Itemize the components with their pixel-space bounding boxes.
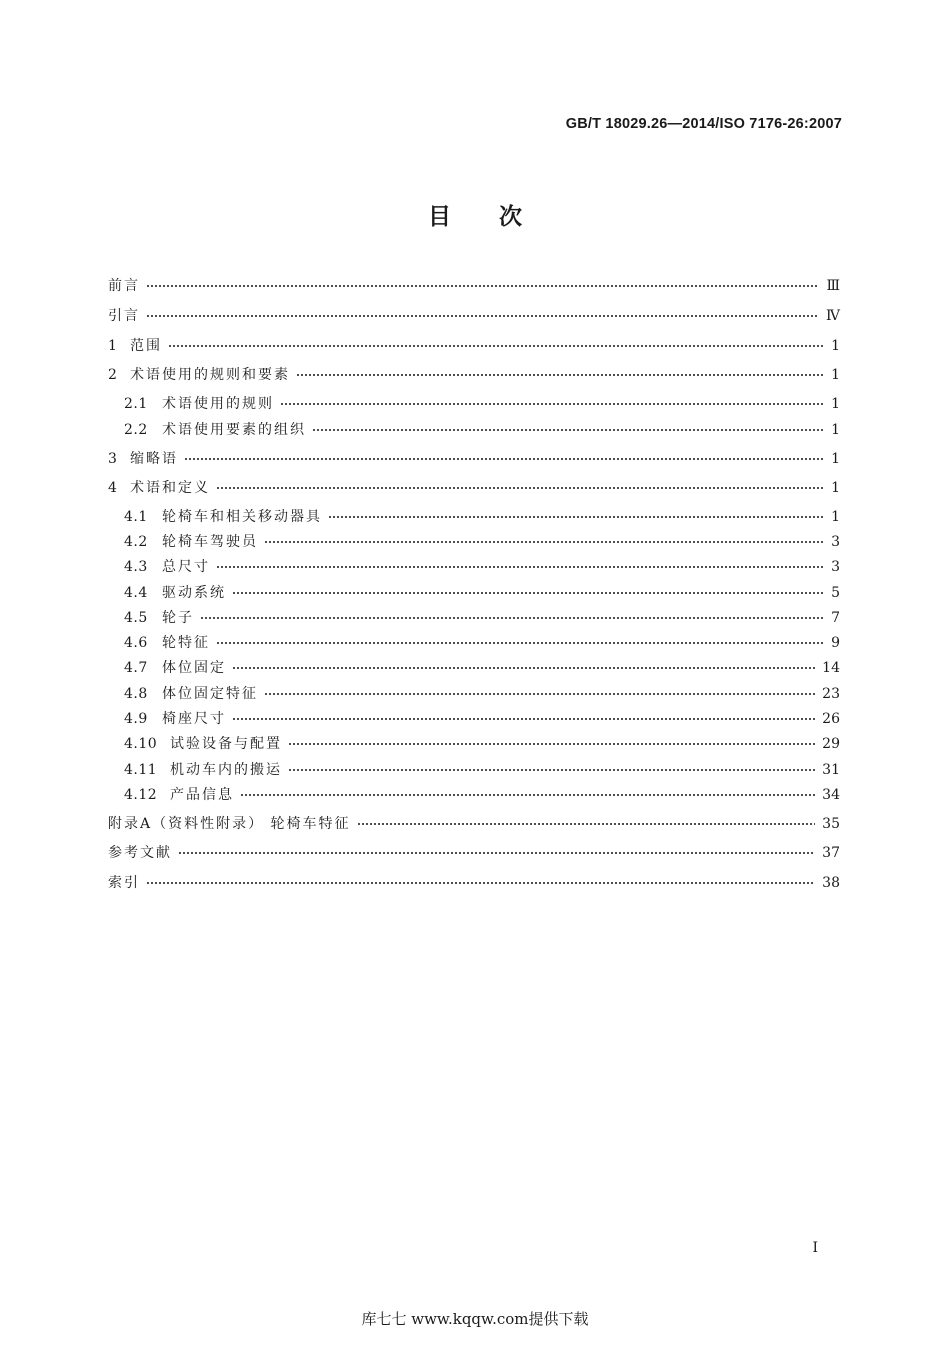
toc-entry-number: 4.11 bbox=[124, 762, 158, 778]
toc-entry[interactable] bbox=[108, 363, 840, 387]
toc-entry-title: 轮子 bbox=[162, 610, 194, 626]
toc-entry-number: 3 bbox=[108, 451, 118, 467]
page-title: 目次 bbox=[428, 204, 570, 230]
toc-leader-dots bbox=[232, 667, 815, 669]
toc-entry-number: 4.6 bbox=[124, 635, 148, 651]
toc-entry-title: 轮椅车驾驶员 bbox=[162, 534, 258, 550]
toc-entry-title: 索引 bbox=[108, 875, 140, 891]
toc-entry-title: 缩略语 bbox=[130, 451, 178, 467]
toc-entry[interactable] bbox=[108, 274, 840, 298]
toc-entry-page: 14 bbox=[822, 660, 840, 676]
toc-entry-page: 1 bbox=[831, 509, 840, 525]
toc-entry-number: 4.9 bbox=[124, 711, 148, 727]
toc-entry-number: 4.5 bbox=[124, 610, 148, 626]
toc-entry-number: 4.1 bbox=[124, 509, 148, 525]
toc-leader-dots bbox=[264, 541, 824, 543]
toc-entry[interactable] bbox=[108, 505, 840, 529]
toc-entry[interactable] bbox=[108, 418, 840, 442]
toc-leader-dots bbox=[146, 285, 819, 287]
toc-entry-number: 4.10 bbox=[124, 736, 158, 752]
toc-entry-title: 产品信息 bbox=[170, 787, 234, 803]
toc-entry-page: 9 bbox=[831, 635, 840, 651]
toc-entry-page: 1 bbox=[831, 338, 840, 354]
toc-entry[interactable] bbox=[108, 758, 840, 782]
toc-entry-title: 体位固定 bbox=[162, 660, 226, 676]
toc-entry[interactable] bbox=[108, 707, 840, 731]
toc-entry-title: 总尺寸 bbox=[162, 559, 210, 575]
toc-entry-title: 轮特征 bbox=[162, 635, 210, 651]
toc-entry[interactable] bbox=[108, 304, 840, 328]
toc-entry-page: 7 bbox=[831, 610, 840, 626]
toc-entry-title: 术语使用要素的组织 bbox=[162, 422, 306, 438]
toc-entry[interactable] bbox=[108, 530, 840, 554]
toc-entry-page: 5 bbox=[831, 585, 840, 601]
toc-entry-title: 驱动系统 bbox=[162, 585, 226, 601]
toc-leader-dots bbox=[232, 592, 824, 594]
toc-entry[interactable] bbox=[108, 476, 840, 500]
toc-entry-number: 4 bbox=[108, 480, 118, 496]
toc-entry-page: 1 bbox=[831, 451, 840, 467]
toc-entry-number: 2.2 bbox=[124, 422, 148, 438]
toc-entry[interactable] bbox=[108, 447, 840, 471]
toc-leader-dots bbox=[264, 693, 815, 695]
toc-leader-dots bbox=[184, 458, 824, 460]
standard-number: GB/T 18029.26—2014/ISO 7176-26:2007 bbox=[565, 116, 842, 132]
toc-entry-number: 4.2 bbox=[124, 534, 148, 550]
toc-entry-number: 4.7 bbox=[124, 660, 148, 676]
toc-entry[interactable] bbox=[108, 682, 840, 706]
toc-entry-title: 轮椅车和相关移动器具 bbox=[162, 509, 322, 525]
toc-entry[interactable] bbox=[108, 606, 840, 630]
toc-entry-title: 参考文献 bbox=[108, 845, 172, 861]
toc-entry-page: 31 bbox=[822, 762, 840, 778]
toc-leader-dots bbox=[288, 743, 815, 745]
toc-leader-dots bbox=[168, 345, 824, 347]
toc-entry-title: 椅座尺寸 bbox=[162, 711, 226, 727]
download-source-note: 库七七 www.kqqw.com提供下载 bbox=[361, 1310, 589, 1328]
toc-entry[interactable] bbox=[108, 812, 840, 836]
toc-entry-number: 2.1 bbox=[124, 396, 148, 412]
toc-entry-title: 前言 bbox=[108, 278, 140, 294]
toc-entry-page: 34 bbox=[822, 787, 840, 803]
toc-entry[interactable] bbox=[108, 841, 840, 865]
toc-leader-dots bbox=[200, 617, 824, 619]
toc-leader-dots bbox=[288, 769, 815, 771]
toc-entry-page: 1 bbox=[831, 367, 840, 383]
toc-entry-title: 范围 bbox=[130, 338, 162, 354]
toc-leader-dots bbox=[146, 882, 815, 884]
toc-entry-page: 35 bbox=[822, 816, 840, 832]
toc-entry-page: 29 bbox=[822, 736, 840, 752]
toc-entry-number: 4.8 bbox=[124, 686, 148, 702]
toc-leader-dots bbox=[232, 718, 815, 720]
toc-leader-dots bbox=[312, 429, 824, 431]
toc-entry-title: 体位固定特征 bbox=[162, 686, 258, 702]
toc-leader-dots bbox=[216, 642, 824, 644]
toc-entry[interactable] bbox=[108, 732, 840, 756]
toc-entry[interactable] bbox=[108, 555, 840, 579]
toc-entry-number: 4.4 bbox=[124, 585, 148, 601]
toc-entry-page: 38 bbox=[822, 875, 840, 891]
toc-entry-page: 37 bbox=[822, 845, 840, 861]
toc-entry[interactable] bbox=[108, 871, 840, 895]
toc-leader-dots bbox=[357, 823, 816, 825]
toc-entry-page: 26 bbox=[822, 711, 840, 727]
toc-entry-title: 附录A（资料性附录） 轮椅车特征 bbox=[108, 816, 351, 832]
toc-entry-page: 3 bbox=[831, 559, 840, 575]
toc-leader-dots bbox=[216, 566, 824, 568]
toc-entry-page: 23 bbox=[822, 686, 840, 702]
toc-entry-number: 1 bbox=[108, 338, 118, 354]
toc-entry[interactable] bbox=[108, 783, 840, 807]
toc-entry[interactable] bbox=[108, 334, 840, 358]
toc-entry[interactable] bbox=[108, 392, 840, 416]
toc-entry-page: 1 bbox=[831, 422, 840, 438]
toc-leader-dots bbox=[216, 487, 824, 489]
toc-entry-title: 术语使用的规则和要素 bbox=[130, 367, 290, 383]
toc-entry-page: 3 bbox=[831, 534, 840, 550]
toc-entry-title: 引言 bbox=[108, 308, 140, 324]
toc-entry[interactable] bbox=[108, 656, 840, 680]
toc-entry[interactable] bbox=[108, 631, 840, 655]
toc-entry-title: 术语使用的规则 bbox=[162, 396, 274, 412]
toc-leader-dots bbox=[146, 315, 819, 317]
toc-leader-dots bbox=[328, 516, 824, 518]
toc-leader-dots bbox=[178, 852, 815, 854]
toc-leader-dots bbox=[296, 374, 824, 376]
toc-leader-dots bbox=[280, 403, 824, 405]
page-number: I bbox=[812, 1240, 818, 1256]
toc-entry[interactable] bbox=[108, 581, 840, 605]
toc-entry-title: 机动车内的搬运 bbox=[170, 762, 282, 778]
toc-entry-title: 术语和定义 bbox=[130, 480, 210, 496]
toc-entry-page: Ⅲ bbox=[826, 278, 840, 294]
toc-entry-page: 1 bbox=[831, 396, 840, 412]
toc-entry-number: 4.12 bbox=[124, 787, 158, 803]
toc-entry-title: 试验设备与配置 bbox=[170, 736, 282, 752]
toc-entry-page: Ⅳ bbox=[826, 308, 840, 324]
toc-entry-number: 4.3 bbox=[124, 559, 148, 575]
toc-entry-number: 2 bbox=[108, 367, 118, 383]
toc-entry-page: 1 bbox=[831, 480, 840, 496]
toc-leader-dots bbox=[240, 794, 815, 796]
